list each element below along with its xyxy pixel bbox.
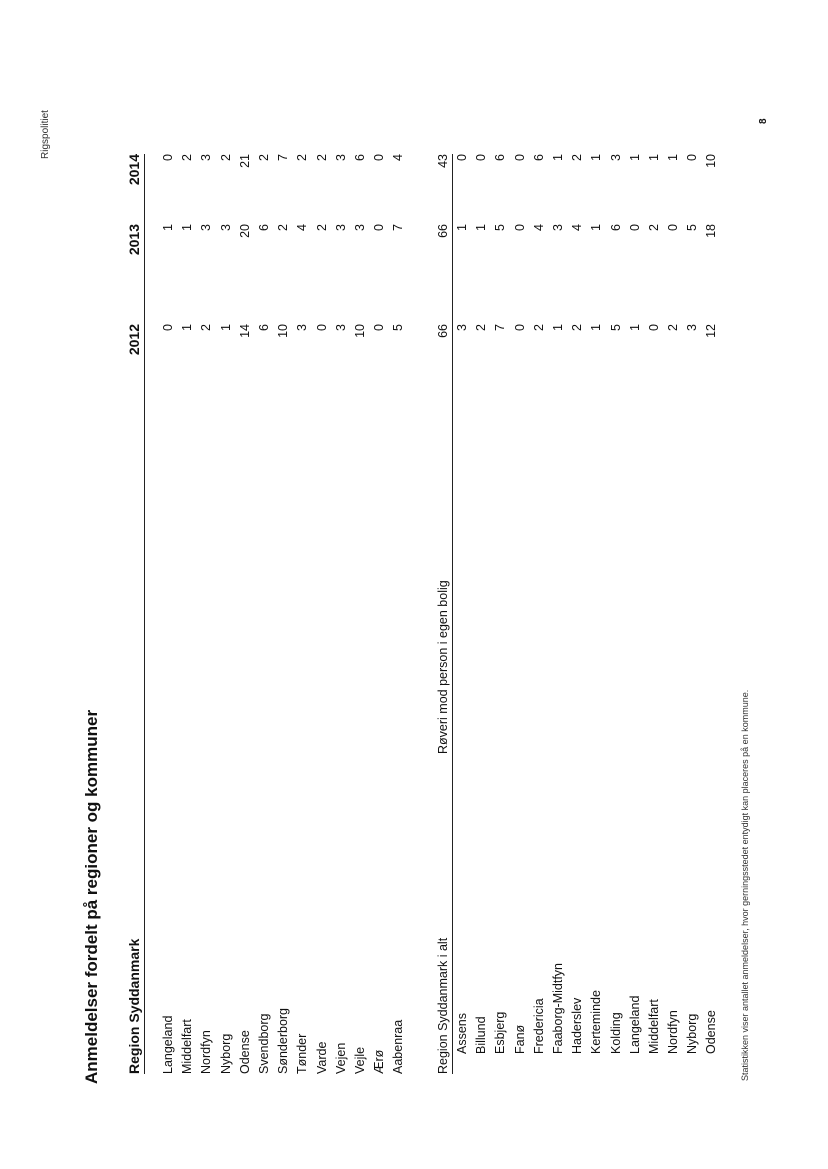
table-row <box>683 154 702 1074</box>
table-row <box>587 154 606 1074</box>
table-row <box>274 154 293 1074</box>
municipality-name: Nyborg <box>685 1013 700 1054</box>
table-row <box>664 154 683 1074</box>
value-2012: 12 <box>704 324 719 338</box>
value-2013: 1 <box>161 224 175 231</box>
table-row <box>607 154 626 1074</box>
table-row <box>197 154 216 1074</box>
municipality-name: Faaborg-Midtfyn <box>550 962 565 1054</box>
table-row <box>217 154 236 1074</box>
municipality-name: Ærø <box>372 1049 387 1074</box>
municipality-name: Svendborg <box>256 1013 271 1074</box>
value-2013: 0 <box>666 224 681 231</box>
municipality-name: Odense <box>237 1030 252 1074</box>
value-2013: 0 <box>512 224 527 231</box>
value-2013: 6 <box>608 224 623 231</box>
value-2014: 0 <box>161 154 175 161</box>
value-2013: 1 <box>474 224 489 231</box>
municipality-name: Sønderborg <box>276 1007 291 1074</box>
value-2014: 0 <box>372 154 387 161</box>
table-row <box>178 154 197 1074</box>
value-2014: 0 <box>512 154 527 161</box>
table-row <box>472 154 491 1074</box>
value-2013: 1 <box>180 224 195 231</box>
table-row <box>370 154 389 1074</box>
municipality-name: Aabenraa <box>391 1019 406 1074</box>
value-2014: 3 <box>608 154 623 161</box>
municipality-name: Middelfart <box>646 999 661 1054</box>
bottom-table <box>430 154 722 1074</box>
total-2013: 66 <box>436 224 450 238</box>
municipality-name: Odense <box>704 1010 719 1054</box>
value-2014: 0 <box>685 154 700 161</box>
value-2014: 3 <box>199 154 214 161</box>
municipality-name: Vejle <box>352 1046 367 1074</box>
value-2014: 1 <box>646 154 661 161</box>
table-row <box>549 154 568 1074</box>
municipality-name: Nordfyn <box>199 1030 214 1074</box>
value-2012: 10 <box>276 324 291 338</box>
value-2014: 2 <box>295 154 310 161</box>
value-2014: 1 <box>666 154 681 161</box>
value-2013: 3 <box>333 224 348 231</box>
table-row <box>351 154 370 1074</box>
municipality-name: Esbjerg <box>493 1011 508 1054</box>
value-2014: 3 <box>333 154 348 161</box>
value-2012: 2 <box>570 324 585 331</box>
top-table-header <box>122 154 145 1074</box>
value-2013: 3 <box>550 224 565 231</box>
value-2013: 18 <box>704 224 719 238</box>
value-2012: 3 <box>333 324 348 331</box>
value-2012: 7 <box>493 324 508 331</box>
footnote: Statistikken viser antallet anmeldelser, hvor gerningsstedet entydigt kan placeres på en kommune. <box>740 689 750 1081</box>
total-2012: 66 <box>436 324 450 338</box>
value-2012: 0 <box>161 324 175 331</box>
table-row <box>491 154 510 1074</box>
region-total-label: Region Syddanmark i alt <box>436 937 450 1074</box>
value-2014: 6 <box>531 154 546 161</box>
table-row <box>313 154 332 1074</box>
value-2013: 3 <box>199 224 214 231</box>
value-2012: 2 <box>666 324 681 331</box>
value-2013: 4 <box>295 224 310 231</box>
value-2014: 1 <box>589 154 604 161</box>
value-2014: 2 <box>180 154 195 161</box>
value-2012: 2 <box>199 324 214 331</box>
value-2014: 4 <box>391 154 406 161</box>
year-header-2014: 2014 <box>126 154 142 186</box>
value-2013: 2 <box>646 224 661 231</box>
value-2014: 0 <box>474 154 489 161</box>
table-row <box>255 154 274 1074</box>
municipality-name: Tønder <box>295 1033 310 1074</box>
table-row <box>293 154 312 1074</box>
value-2013: 1 <box>455 224 469 231</box>
value-2012: 1 <box>218 324 233 331</box>
value-2014: 10 <box>704 154 719 168</box>
table-row <box>389 154 408 1074</box>
value-2013: 20 <box>237 224 252 238</box>
value-2012: 3 <box>685 324 700 331</box>
value-2012: 14 <box>237 324 252 338</box>
value-2014: 2 <box>256 154 271 161</box>
total-2014: 43 <box>436 154 450 168</box>
municipality-name: Nordfyn <box>666 1010 681 1054</box>
municipality-name: Assens <box>455 1013 469 1054</box>
top-table-rows <box>159 154 408 1074</box>
municipality-name: Varde <box>314 1041 329 1074</box>
value-2014: 6 <box>352 154 367 161</box>
table-row <box>159 154 178 1074</box>
value-2013: 3 <box>352 224 367 231</box>
table-row <box>511 154 530 1074</box>
value-2013: 1 <box>589 224 604 231</box>
year-header-2012: 2012 <box>126 324 142 356</box>
value-2012: 6 <box>256 324 271 331</box>
page-number: 8 <box>758 118 769 124</box>
value-2013: 2 <box>276 224 291 231</box>
municipality-name: Kolding <box>608 1012 623 1054</box>
municipality-name: Kerteminde <box>589 990 604 1054</box>
municipality-name: Nyborg <box>218 1033 233 1074</box>
value-2012: 0 <box>512 324 527 331</box>
municipality-name: Langeland <box>161 1015 175 1074</box>
value-2013: 4 <box>570 224 585 231</box>
value-2014: 2 <box>218 154 233 161</box>
value-2013: 4 <box>531 224 546 231</box>
table-row <box>332 154 351 1074</box>
top-table <box>122 154 408 1074</box>
document-title: Anmeldelser fordelt på regioner og kommuner <box>82 709 101 1084</box>
value-2013: 5 <box>493 224 508 231</box>
value-2013: 0 <box>627 224 642 231</box>
value-2012: 1 <box>550 324 565 331</box>
region-total-row <box>430 154 453 1074</box>
municipality-name: Fredericia <box>531 998 546 1054</box>
crime-type-label: Røveri mod person i egen bolig <box>436 580 450 754</box>
value-2012: 3 <box>455 324 469 331</box>
value-2012: 0 <box>314 324 329 331</box>
brand-label: Rigspolitiet <box>40 110 51 159</box>
municipality-name: Haderslev <box>570 997 585 1054</box>
bottom-table-rows <box>453 154 722 1074</box>
municipality-name: Middelfart <box>180 1019 195 1074</box>
value-2012: 1 <box>627 324 642 331</box>
value-2014: 0 <box>455 154 469 161</box>
year-header-2013: 2013 <box>126 224 142 256</box>
table-row <box>453 154 472 1074</box>
value-2012: 5 <box>608 324 623 331</box>
value-2014: 1 <box>550 154 565 161</box>
value-2014: 2 <box>314 154 329 161</box>
value-2014: 2 <box>570 154 585 161</box>
municipality-name: Langeland <box>627 995 642 1054</box>
value-2014: 1 <box>627 154 642 161</box>
value-2013: 3 <box>218 224 233 231</box>
table-row <box>645 154 664 1074</box>
table-row <box>236 154 255 1074</box>
table-row <box>568 154 587 1074</box>
value-2014: 21 <box>237 154 252 168</box>
table-row <box>702 154 721 1074</box>
value-2012: 1 <box>589 324 604 331</box>
value-2012: 3 <box>295 324 310 331</box>
value-2012: 2 <box>531 324 546 331</box>
value-2013: 7 <box>391 224 406 231</box>
value-2012: 5 <box>391 324 406 331</box>
municipality-name: Billund <box>474 1016 489 1054</box>
value-2012: 0 <box>646 324 661 331</box>
value-2014: 6 <box>493 154 508 161</box>
value-2012: 1 <box>180 324 195 331</box>
value-2012: 2 <box>474 324 489 331</box>
region-label: Region Syddanmark <box>126 938 142 1074</box>
value-2013: 2 <box>314 224 329 231</box>
table-row <box>626 154 645 1074</box>
value-2012: 0 <box>372 324 387 331</box>
table-row <box>530 154 549 1074</box>
value-2012: 10 <box>352 324 367 338</box>
value-2013: 5 <box>685 224 700 231</box>
value-2014: 7 <box>276 154 291 161</box>
value-2013: 6 <box>256 224 271 231</box>
municipality-name: Vejen <box>333 1042 348 1074</box>
value-2013: 0 <box>372 224 387 231</box>
municipality-name: Fanø <box>512 1024 527 1054</box>
